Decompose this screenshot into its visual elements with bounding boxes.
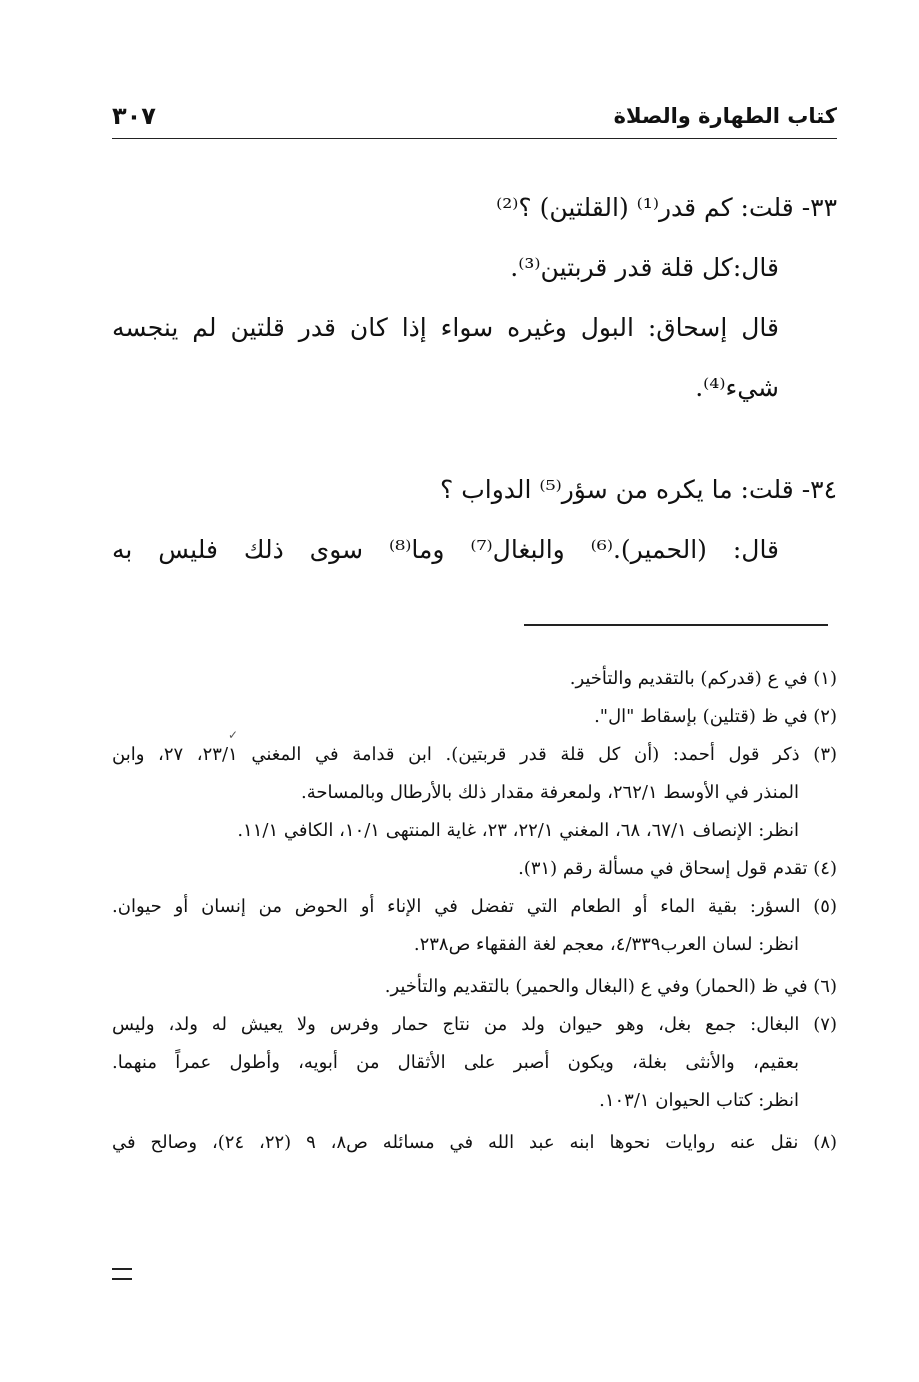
ishaq-opinion-line-2: شيء⁽⁴⁾. [695,373,779,402]
footnote-2: (٢) في ظ (قتلين) بإسقاط "ال". [594,706,837,727]
page-number: ٣٠٧ [112,102,156,130]
footnote-8: (٨) نقل عنه روايات نحوها ابنه عبد الله في مسائله ص٨، ٩ (٢٢، ٢٤)، وصالح في [112,1132,837,1153]
footnotes [112,660,837,1162]
footnote-3-line-3: انظر: الإنصاف ٦٧/١، ٦٨، المغني ٢٢/١، ٢٣، غاية المنتهى ١٠/١، الكافي ١١/١. [237,820,799,841]
question-34: ٣٤- قلت: ما يكره من سؤر⁽⁵⁾ الدواب ؟ [440,475,837,504]
main-text [112,178,837,580]
footnote-3-line-1: (٣) ذكر قول أحمد: (أن كل قلة قدر قربتين). ابن قدامة في المغني ٢٣/١، ٢٧، وابن [112,744,837,765]
footnote-separator [524,624,828,626]
footnote-5-line-1: (٥) السؤر: بقية الماء أو الطعام التي تفضل في الإناء أو الحوض من إنسان أو حيوان. [112,896,837,917]
answer-33: قال:كل قلة قدر قربتين⁽³⁾. [510,253,779,282]
footnote-6: (٦) في ظ (الحمار) وفي ع (البغال والحمير) بالتقديم والتأخير. [384,976,837,997]
page-header [112,98,837,134]
answer-34: قال: (الحمير).⁽⁶⁾ والبغال⁽⁷⁾ وما⁽⁸⁾ سوى ذلك فليس به [112,535,780,564]
footnote-7-line-2: بعقيم، والأنثى بغلة، ويكون أصبر على الأثقال من أبويه، وأطول عمراً منهما. [112,1052,799,1073]
footnote-3-line-2: المنذر في الأوسط ٢٦٢/١، ولمعرفة مقدار ذلك بالأرطال وبالمساحة. [300,782,799,803]
footnote-5-line-2: انظر: لسان العرب٤/٣٣٩، معجم لغة الفقهاء ص٢٣٨. [413,934,799,955]
header-rule [112,138,837,139]
footnote-7-line-3: انظر: كتاب الحيوان ١٠٣/١. [599,1090,799,1111]
question-33: ٣٣- قلت: كم قدر⁽¹⁾ (القلتين) ؟⁽²⁾ [496,193,837,222]
running-title: كتاب الطهارة والصلاة [613,104,837,128]
margin-mark: ✓ [228,728,239,742]
footnote-1: (١) في ع (قدركم) بالتقديم والتأخير. [569,668,837,689]
ishaq-opinion-line-1: قال إسحاق: البول وغيره سواء إذا كان قدر قلتين لم ينجسه [112,313,779,342]
footnote-4: (٤) تقدم قول إسحاق في مسألة رقم (٣١). [518,858,837,879]
footnote-7-line-1: (٧) البغال: جمع بغل، وهو حيوان ولد من نتاج حمار وفرس ولا يعيش له ولد، وليس [112,1014,837,1035]
continuation-mark [112,1268,132,1280]
paragraph-gap [112,418,837,460]
